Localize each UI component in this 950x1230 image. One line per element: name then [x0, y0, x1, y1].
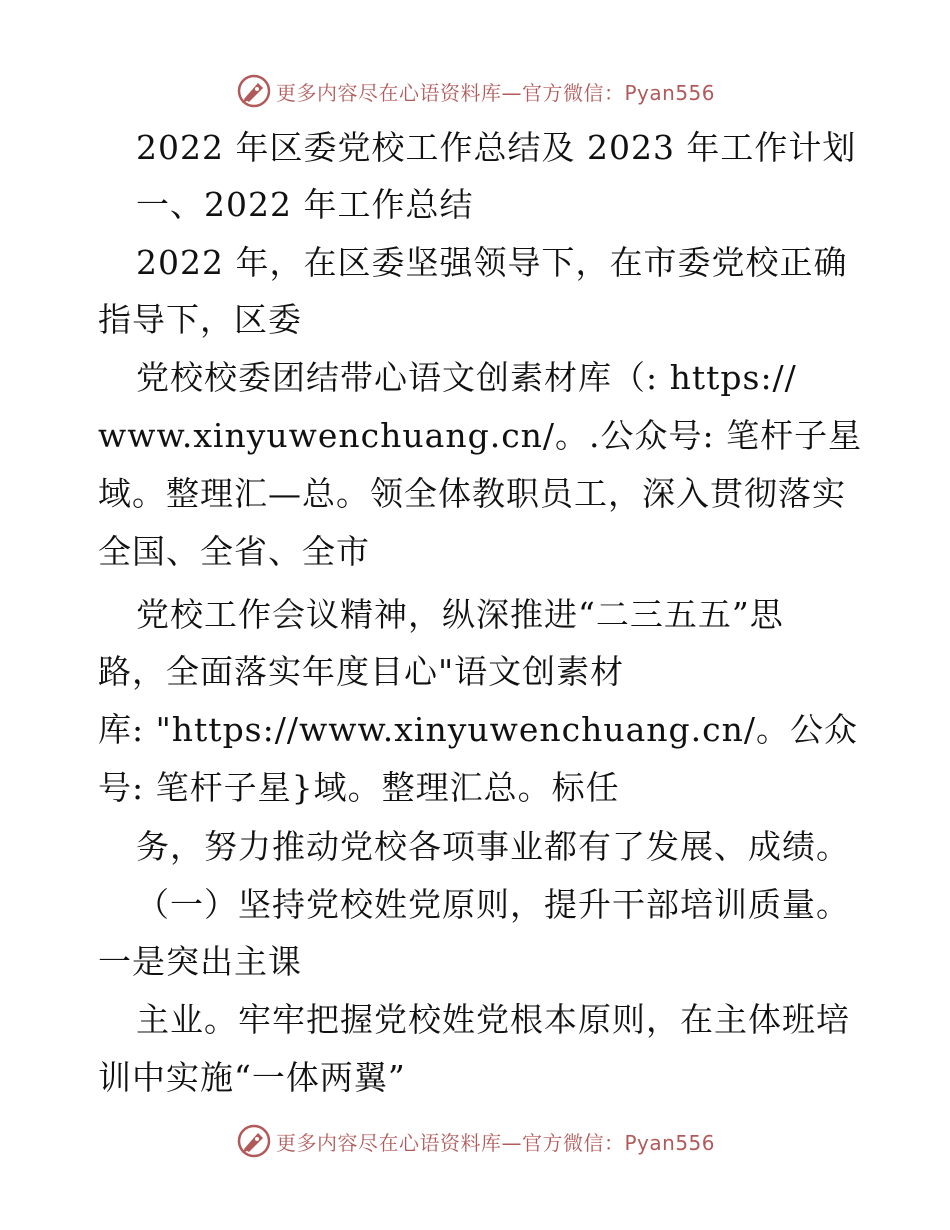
paragraph-line: 党校校委团结带心语文创素材库（: https://: [136, 358, 797, 397]
paragraph-line: 指导下，区委: [98, 300, 302, 339]
paragraph-line: 路，全面落实年度目心"语文创素材: [98, 652, 625, 691]
paragraph-line: 务，努力推动党校各项事业都有了发展、成绩。: [136, 827, 850, 866]
pen-nib-logo-icon: [236, 1123, 272, 1159]
paragraph-line: 号: 笔杆子星}域。整理汇总。标任: [98, 768, 620, 807]
paragraph-line: 训中实施“一体两翼”: [98, 1058, 406, 1097]
watermark-text: 更多内容尽在心语资料库—官方微信：Pyan556: [276, 80, 716, 105]
paragraph-line: 党校工作会议精神，纵深推进“二三五五”思: [136, 595, 784, 634]
paragraph-line: 全国、全省、全市: [98, 532, 370, 571]
paragraph-line: 库: "https://www.xinyuwenchuang.cn/。公众: [98, 710, 859, 749]
subsection-heading: （一）坚持党校姓党原则，提升干部培训质量。: [136, 885, 850, 924]
paragraph-line: 主业。牢牢把握党校姓党根本原则，在主体班培: [136, 1000, 850, 1039]
footer-watermark-banner: [236, 1122, 715, 1160]
paragraph-line: www.xinyuwenchuang.cn/。.公众号: 笔杆子星: [98, 416, 863, 455]
paragraph-line: 2022 年，在区委坚强领导下，在市委党校正确: [136, 243, 848, 282]
pen-nib-logo-icon: [236, 73, 272, 109]
header-watermark-banner: [236, 72, 715, 110]
paragraph-line: 域。整理汇—总。领全体教职员工，深入贯彻落实: [98, 474, 846, 513]
document-title: 2022 年区委党校工作总结及 2023 年工作计划: [136, 128, 857, 167]
section-heading: 一、2022 年工作总结: [136, 185, 474, 224]
paragraph-line: 一是突出主课: [98, 942, 302, 981]
watermark-text: 更多内容尽在心语资料库—官方微信：Pyan556: [276, 1130, 716, 1155]
